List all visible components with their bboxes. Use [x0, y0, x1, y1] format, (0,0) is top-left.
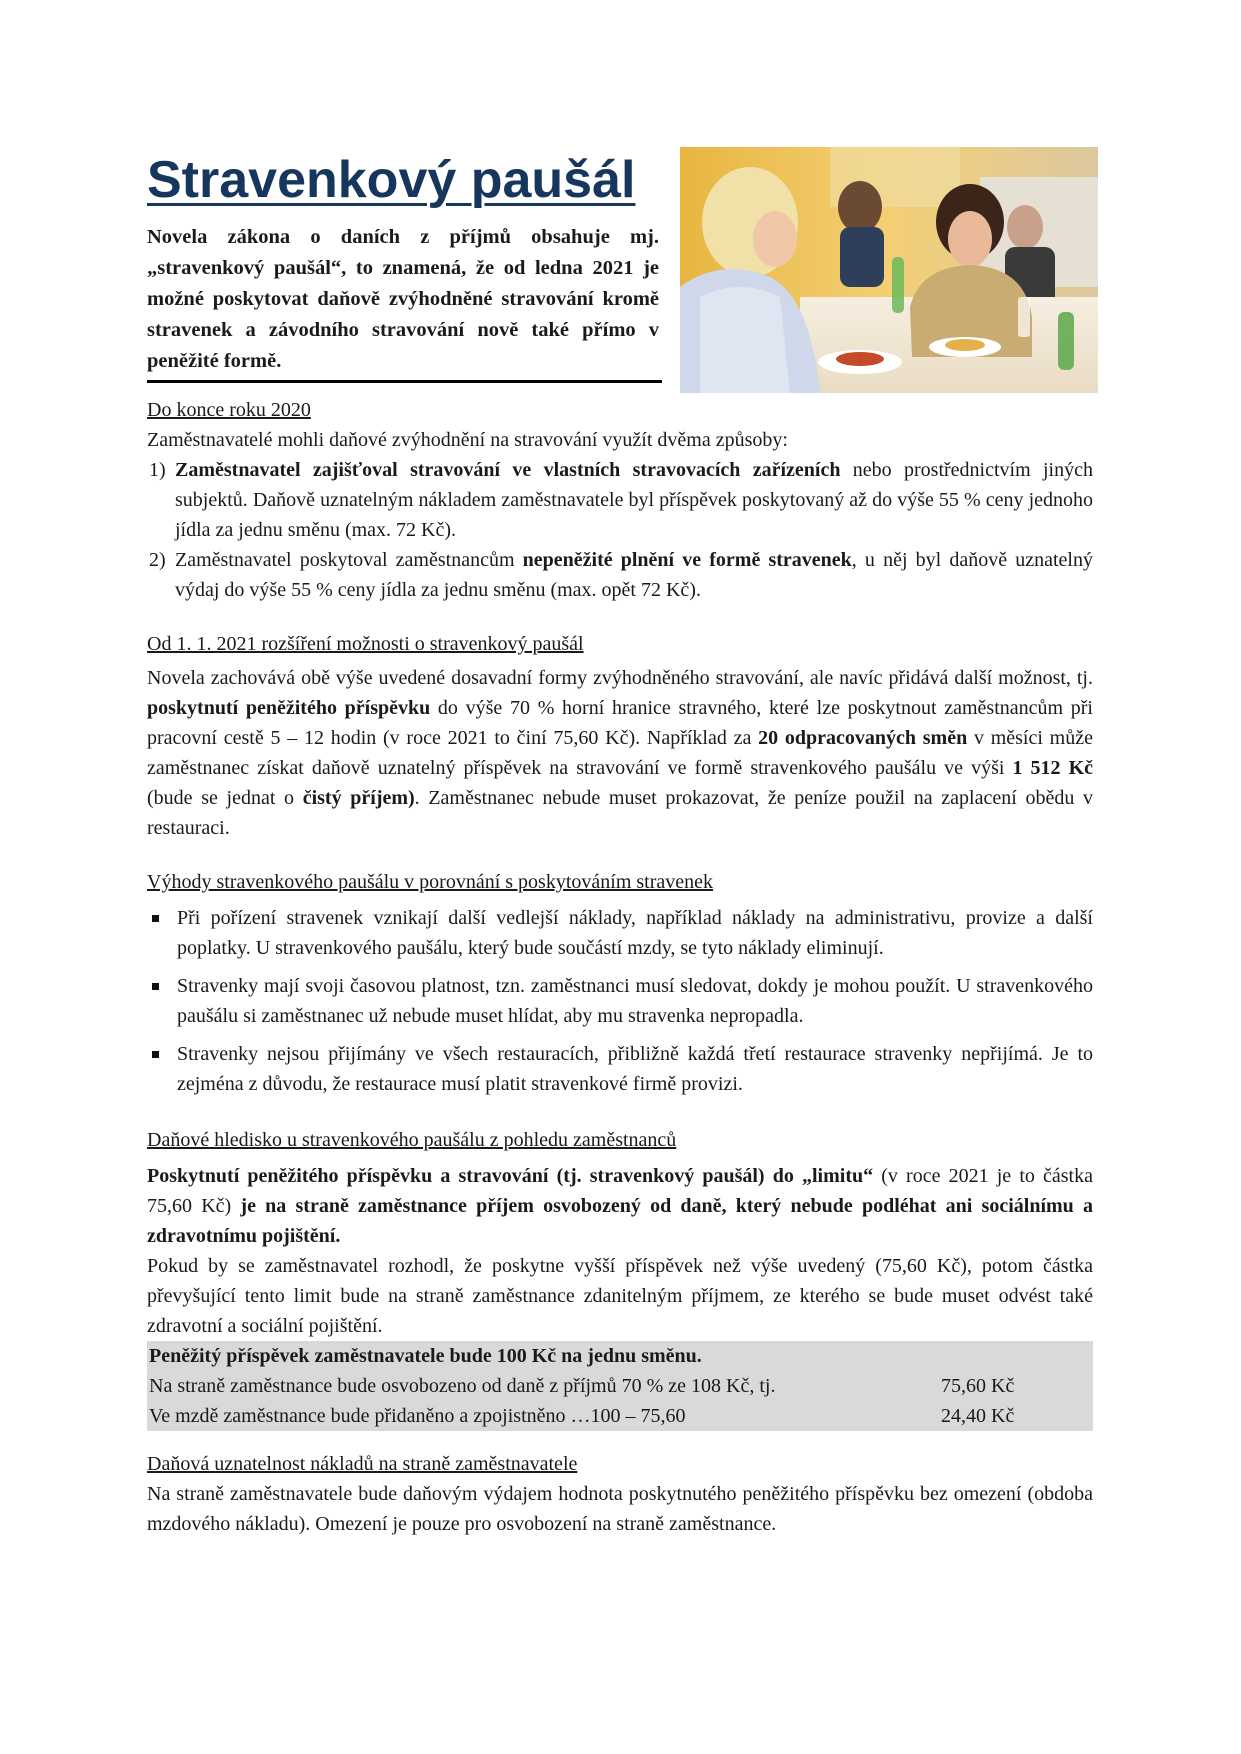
section-heading-employer-deductibility: Daňová uznatelnost nákladů na straně zaměstnavatele	[147, 1453, 578, 1475]
table-cell-label: Na straně zaměstnance bude osvobozeno od daně z příjmů 70 % ze 108 Kč, tj.	[149, 1375, 776, 1397]
table-cell-value: 24,40 Kč	[941, 1405, 1015, 1427]
intro-divider	[147, 380, 662, 383]
list-item	[147, 903, 1093, 963]
list-item-text: Při pořízení stravenek vznikají další vedlejší náklady, například náklady na administrativu, provize a další poplatky. U stravenkového paušálu, který bude součástí mzdy, se tyto náklady eliminují.	[177, 907, 1093, 959]
section-paragraph: Pokud by se zaměstnavatel rozhodl, že poskytne vyšší příspěvek než výše uvedený (75,60 Kč), potom částka převyšující tento limit bude na straně zaměstnance zdanitelným příjmem, ze kterého se bude muset odvést také zdravotní a sociální pojištění.	[147, 1255, 1093, 1337]
text-run: (v roce 2021 je to částka 75,60 Kč)	[147, 1165, 1093, 1217]
text-bold: Poskytnutí peněžitého příspěvku a stravování (tj. stravenkový paušál) do „limitu“	[147, 1165, 874, 1187]
table-cell-value: 75,60 Kč	[941, 1375, 1015, 1397]
bullet-list	[147, 903, 1093, 1099]
text-bold: je na straně zaměstnance příjem osvobozený od daně, který nebude podléhat ani sociálnímu a zdravotnímu pojištění.	[147, 1195, 1093, 1247]
list-marker: 2)	[149, 549, 166, 571]
text-run: . Zaměstnanec nebude muset prokazovat, že peníze použil na zaplacení obědu v restauraci.	[147, 787, 1093, 839]
cafeteria-photo	[680, 147, 1098, 393]
list-marker: 1)	[149, 459, 166, 481]
list-item-text: Stravenky mají svoji časovou platnost, tzn. zaměstnanci musí sledovat, dokdy je mohou použít. U stravenkového paušálu si zaměstnanec už nebude muset hlídat, aby mu stravenka nepropadla.	[177, 975, 1093, 1027]
page-title: Stravenkový paušál	[147, 151, 636, 209]
table-row	[147, 1341, 1093, 1371]
text-bold: 1 512 Kč	[1012, 757, 1094, 779]
section-paragraph	[147, 663, 1093, 843]
document-body	[147, 395, 1093, 1539]
intro-paragraph: Novela zákona o daních z příjmů obsahuje mj. „stravenkový paušál“, to znamená, že od ledna 2021 je možné poskytovat daňově zvýhodněné stravování kromě stravenek a závodního stravování nově také přímo v peněžité formě.	[147, 226, 659, 372]
contribution-table	[147, 1341, 1093, 1431]
square-bullet-icon	[152, 915, 159, 922]
table-header-text: Peněžitý příspěvek zaměstnavatele bude 100 Kč na jednu směnu.	[149, 1345, 702, 1367]
list-item	[147, 971, 1093, 1031]
list-item-text: , u něj byl daňově uznatelný výdaj do výše 55 % ceny jídla za jednu směnu (max. opět 72 Kč).	[175, 549, 1093, 601]
text-run: (bude se jednat o	[147, 787, 303, 809]
text-bold: 20 odpracovaných směn	[758, 727, 968, 749]
section-paragraph	[147, 1161, 1093, 1251]
list-item-text: nebo prostřednictvím jiných subjektů. Daňově uznatelným nákladem zaměstnavatele byl příspěvek poskytovaný až do výše 55 % ceny jednoho jídla za jednu směnu (max. 72 Kč).	[175, 459, 1093, 541]
section-lead-text: Zaměstnavatelé mohli daňové zvýhodnění na stravování využít dvěma způsoby:	[147, 429, 788, 451]
section-heading-until-2020: Do konce roku 2020	[147, 399, 311, 421]
list-item-bold: nepeněžité plnění ve formě stravenek	[522, 549, 852, 571]
text-run: Novela zachovává obě výše uvedené dosavadní formy zvýhodněného stravování, ale navíc přidává další možnost, tj.	[147, 667, 1093, 689]
table-row	[147, 1371, 1093, 1401]
table-header	[147, 1341, 1093, 1371]
list-item-text: Zaměstnavatel poskytoval zaměstnancům	[175, 549, 523, 571]
text-bold: poskytnutí peněžitého příspěvku	[147, 697, 431, 719]
list-item	[147, 545, 1093, 605]
section-heading-advantages: Výhody stravenkového paušálu v porovnání s poskytováním stravenek	[147, 871, 714, 893]
text-run: do výše 70 % horní hranice stravného, které lze poskytnout zaměstnancům při pracovní cestě 5 – 12 hodin (v roce 2021 to činí 75,60 Kč). Například za	[147, 697, 1093, 749]
section-heading-tax-employee: Daňové hledisko u stravenkového paušálu z pohledu zaměstnanců	[147, 1129, 677, 1151]
square-bullet-icon	[152, 983, 159, 990]
text-bold: čistý příjem)	[302, 787, 415, 809]
list-item	[147, 455, 1093, 545]
section-paragraph: Na straně zaměstnavatele bude daňovým výdajem hodnota poskytnutého peněžitého příspěvku bez omezení (obdoba mzdového nákladu). Omezení je pouze pro osvobození na straně zaměstnance.	[147, 1483, 1093, 1535]
text-run: v měsíci může zaměstnanec získat daňově uznatelný příspěvek na stravování ve formě stravenkového paušálu ve výši	[147, 727, 1093, 779]
list-item-text: Stravenky nejsou přijímány ve všech restauracích, přibližně každá třetí restaurace stravenky nepřijímá. Je to zejména z důvodu, že restaurace musí platit stravenkové firmě provizi.	[177, 1043, 1093, 1095]
list-item	[147, 1039, 1093, 1099]
numbered-list	[147, 455, 1093, 605]
cafeteria-photo-illustration	[680, 147, 1098, 393]
table-row	[147, 1401, 1093, 1431]
table-cell-label: Ve mzdě zaměstnance bude přidaněno a zpojistněno …100 – 75,60	[149, 1405, 686, 1427]
section-heading-from-2021: Od 1. 1. 2021 rozšíření možnosti o stravenkový paušál	[147, 633, 584, 655]
square-bullet-icon	[152, 1051, 159, 1058]
list-item-bold: Zaměstnavatel zajišťoval stravování ve vlastních stravovacích zařízeních	[175, 459, 841, 481]
